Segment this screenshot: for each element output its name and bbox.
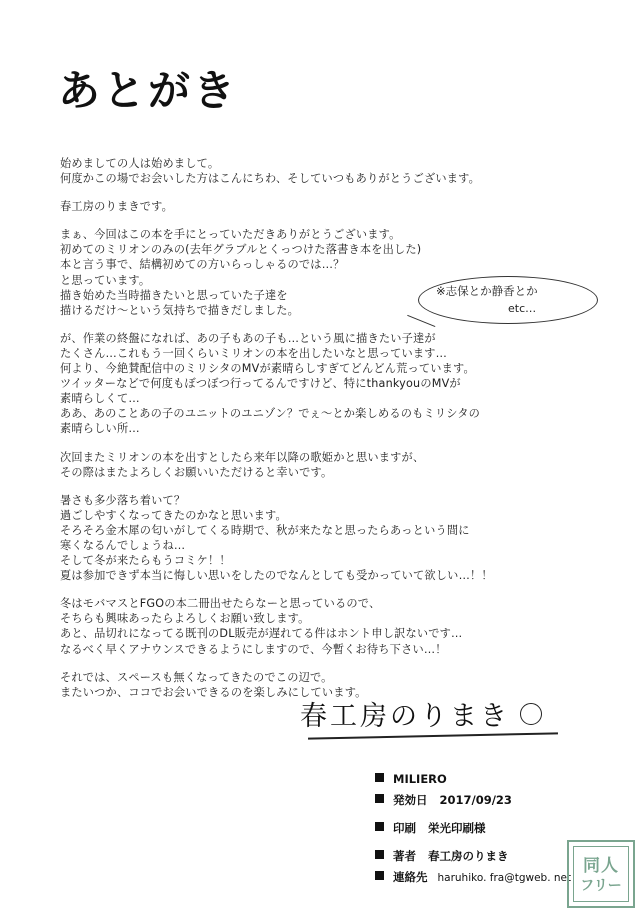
bullet-square-icon	[375, 822, 384, 831]
afterword-line: 春工房のりまきです。	[60, 200, 173, 214]
signature-underline	[308, 732, 558, 739]
handwritten-signature: 春工房のりまき	[300, 701, 510, 732]
issue-date: 2017/09/23	[439, 793, 512, 807]
afterword-line: 本と言う事で、結構初めての方いらっしゃるのでは…？	[60, 258, 345, 272]
print-label: 印刷	[393, 821, 416, 835]
afterword-line: が、作業の終盤になれば、あの子もあの子も…という風に描きたい子達が	[60, 331, 436, 345]
afterword-line: ああ、あのことあの子のユニットのユニゾン？でぇ〜とか楽しめるのもミリシタの	[60, 407, 480, 421]
afterword-line: たくさん…これもう一回くらいミリオンの本を出したいなと思っています…	[60, 346, 448, 360]
colophon-contact-row	[375, 866, 571, 887]
afterword-line: 素晴らしくて…	[60, 392, 140, 406]
afterword-line: 初めてのミリオンのみの(去年グラブルとくっつけた落書き本を出した)	[60, 243, 422, 257]
afterword-line: 次回またミリオンの本を出すとしたら来年以降の歌姫かと思いますが、	[60, 450, 425, 464]
afterword-line: あと、品切れになってる既刊のDL販売が遅れてる件はホント申し訳ないです…	[60, 627, 463, 641]
afterword-line: 描き始めた当時描きたいと思っていた子達を	[60, 288, 288, 302]
signature-circle-mark	[520, 703, 542, 725]
afterword-line: 過ごしやすくなってきたのかなと思います。	[60, 508, 287, 522]
bullet-square-icon	[375, 850, 384, 859]
colophon-author-row	[375, 845, 571, 866]
afterword-line: それでは、スペースも無くなってきたのでこの辺で。	[60, 670, 333, 684]
bullet-square-icon	[375, 871, 384, 880]
afterword-line: そちらも興味あったらよろしくお願い致します。	[60, 612, 310, 626]
afterword-line: その際はまたよろしくお願いいただけると幸いです。	[60, 465, 333, 479]
contact-label: 連絡先	[393, 870, 428, 884]
afterword-line: 暑さも多少落ち着いて？	[60, 493, 186, 507]
afterword-line: 寒くなるんでしょうね…	[60, 538, 186, 552]
author-name: 春工房のりまき	[428, 849, 509, 863]
colophon-date-row	[375, 789, 571, 810]
afterword-paragraph	[60, 199, 600, 214]
afterword-line: ツイッターなどで何度もぼつぼつ行ってるんですけど、特にthankyouのMVが	[60, 377, 461, 391]
afterword-line: まぁ、今回はこの本を手にとっていただきありがとうございます。	[60, 228, 401, 242]
bubble-note-line2: etc…	[508, 302, 537, 315]
colophon-print-row	[375, 817, 571, 838]
afterword-line: そして冬が来たらもうコミケ！！	[60, 554, 231, 568]
colophon	[375, 768, 571, 887]
afterword-line: 始めましての人は始めまして。	[60, 157, 220, 170]
afterword-paragraph	[60, 450, 600, 480]
afterword-paragraph	[60, 156, 600, 186]
afterword-line: 素晴らしい所…	[60, 422, 140, 436]
afterword-line: と思っています。	[60, 273, 151, 287]
afterword-line: なるべく早くアナウンスできるようにしますので、今暫くお待ち下さい…！	[60, 642, 447, 656]
afterword-line: 何より、今絶賛配信中のミリシタのMVが素晴らしすぎてどんどん荒っています。	[60, 362, 475, 376]
afterword-line: 夏は参加できず本当に悔しい思いをしたのでなんとしても受かっていて欲しい…！！	[60, 569, 493, 583]
contact-email: haruhiko. fra@tgweb. net	[437, 872, 572, 884]
afterword-line: またいつか、ココでお会いできるのを楽しみにしています。	[60, 685, 367, 699]
afterword-paragraph	[60, 331, 600, 437]
afterword-paragraph	[60, 493, 600, 584]
afterword-line: 何度かこの場でお会いした方はこんにちわ、そしていつもありがとうございます。	[60, 172, 480, 186]
afterword-paragraph	[60, 596, 600, 656]
afterword-line: そろそろ金木犀の匂いがしてくる時期で、秋が来たなと思ったらあっという間に	[60, 523, 470, 537]
afterword-line: 冬はモバマスとFGOの本二冊出せたらなーと思っているので、	[60, 597, 381, 611]
author-label: 著者	[393, 849, 416, 863]
colophon-circle-row	[375, 768, 571, 789]
circle-name: MILIERO	[393, 772, 447, 786]
date-label: 発効日	[393, 793, 428, 807]
afterword-body	[60, 156, 600, 713]
bullet-square-icon	[375, 773, 384, 782]
bubble-note-line1: ※志保とか静香とか	[436, 284, 538, 298]
stamp-text-top: 同人	[583, 856, 619, 876]
afterword-line: 描けるだけ〜という気持ちで描きだしました。	[60, 303, 300, 317]
doujin-free-stamp	[567, 840, 635, 908]
stamp-text-bottom: フリー	[580, 878, 622, 894]
page-title: あとがき	[58, 66, 239, 115]
printer-name: 栄光印刷様	[428, 821, 486, 835]
bullet-square-icon	[375, 794, 384, 803]
